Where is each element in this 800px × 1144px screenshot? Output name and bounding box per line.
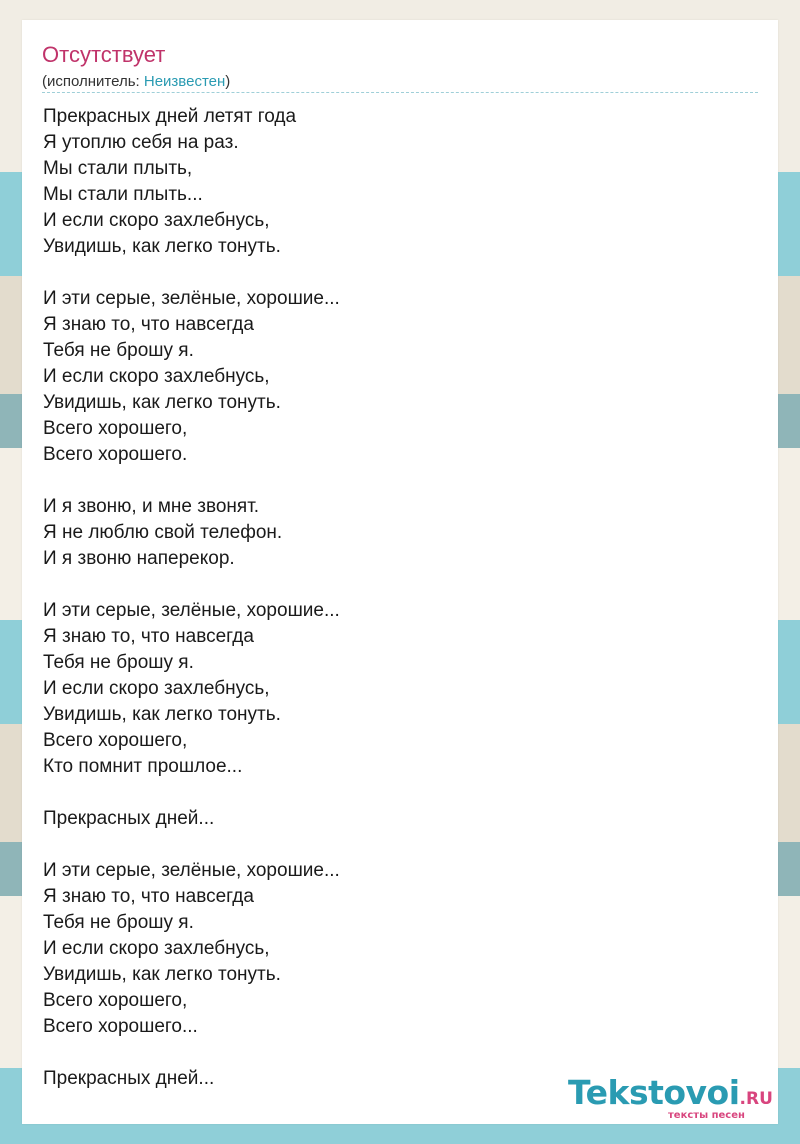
stanza-break (43, 260, 340, 286)
lyric-line: Прекрасных дней... (43, 1068, 215, 1089)
stanza-break (43, 780, 340, 806)
logo-domain: .RU (739, 1089, 773, 1109)
lyric-line: Увидишь, как легко тонуть. (43, 704, 281, 725)
lyric-line: Всего хорошего... (43, 1016, 198, 1037)
song-title: Отсутствует (42, 42, 166, 67)
logo-tagline: тексты песен (668, 1110, 745, 1121)
lyric-line: Мы стали плыть, (43, 158, 193, 179)
lyric-line: Мы стали плыть... (43, 184, 203, 205)
stanza-break (43, 832, 340, 858)
lyric-line: И я звоню, и мне звонят. (43, 496, 260, 517)
lyric-line: Всего хорошего, (43, 418, 188, 439)
logo-name: Tekstovoi (568, 1073, 740, 1112)
lyric-line: И эти серые, зелёные, хорошие... (43, 860, 340, 881)
artist-line (42, 72, 230, 92)
lyrics-card (22, 20, 778, 1124)
lyric-line: Увидишь, как легко тонуть. (43, 964, 281, 985)
stanza-break (43, 572, 340, 598)
lyric-line: Всего хорошего, (43, 730, 188, 751)
stanza-break (43, 1040, 340, 1066)
lyric-line: Кто помнит прошлое... (43, 756, 243, 777)
lyric-line: И если скоро захлебнусь, (43, 210, 270, 231)
artist-prefix: (исполнитель: (42, 73, 144, 90)
lyric-line: Я не люблю свой телефон. (43, 522, 283, 543)
lyric-line: Я утоплю себя на раз. (43, 132, 239, 153)
lyric-line: Прекрасных дней летят года (43, 106, 297, 127)
stanza-break (43, 468, 340, 494)
lyric-line: И эти серые, зелёные, хорошие... (43, 288, 340, 309)
lyric-line: Тебя не брошу я. (43, 340, 194, 361)
site-logo[interactable] (568, 1073, 773, 1121)
lyric-line: Увидишь, как легко тонуть. (43, 392, 281, 413)
lyric-line: Тебя не брошу я. (43, 652, 194, 673)
lyric-line: И эти серые, зелёные, хорошие... (43, 600, 340, 621)
lyrics-text (43, 104, 340, 1092)
artist-suffix: ) (225, 73, 231, 90)
lyric-line: И если скоро захлебнусь, (43, 678, 270, 699)
artist-link[interactable]: Неизвестен (143, 73, 226, 90)
lyric-line: Всего хорошего. (43, 444, 188, 465)
lyric-line: Я знаю то, что навсегда (43, 314, 254, 335)
lyric-line: Я знаю то, что навсегда (43, 886, 254, 907)
lyric-line: И если скоро захлебнусь, (43, 366, 270, 387)
lyric-line: Всего хорошего, (43, 990, 188, 1011)
lyric-line: И я звоню наперекор. (43, 548, 235, 569)
lyric-line: Увидишь, как легко тонуть. (43, 236, 281, 257)
lyric-line: Прекрасных дней... (43, 808, 215, 829)
lyric-line: Я знаю то, что навсегда (43, 626, 254, 647)
title-divider (42, 92, 758, 93)
lyric-line: Тебя не брошу я. (43, 912, 194, 933)
lyric-line: И если скоро захлебнусь, (43, 938, 270, 959)
